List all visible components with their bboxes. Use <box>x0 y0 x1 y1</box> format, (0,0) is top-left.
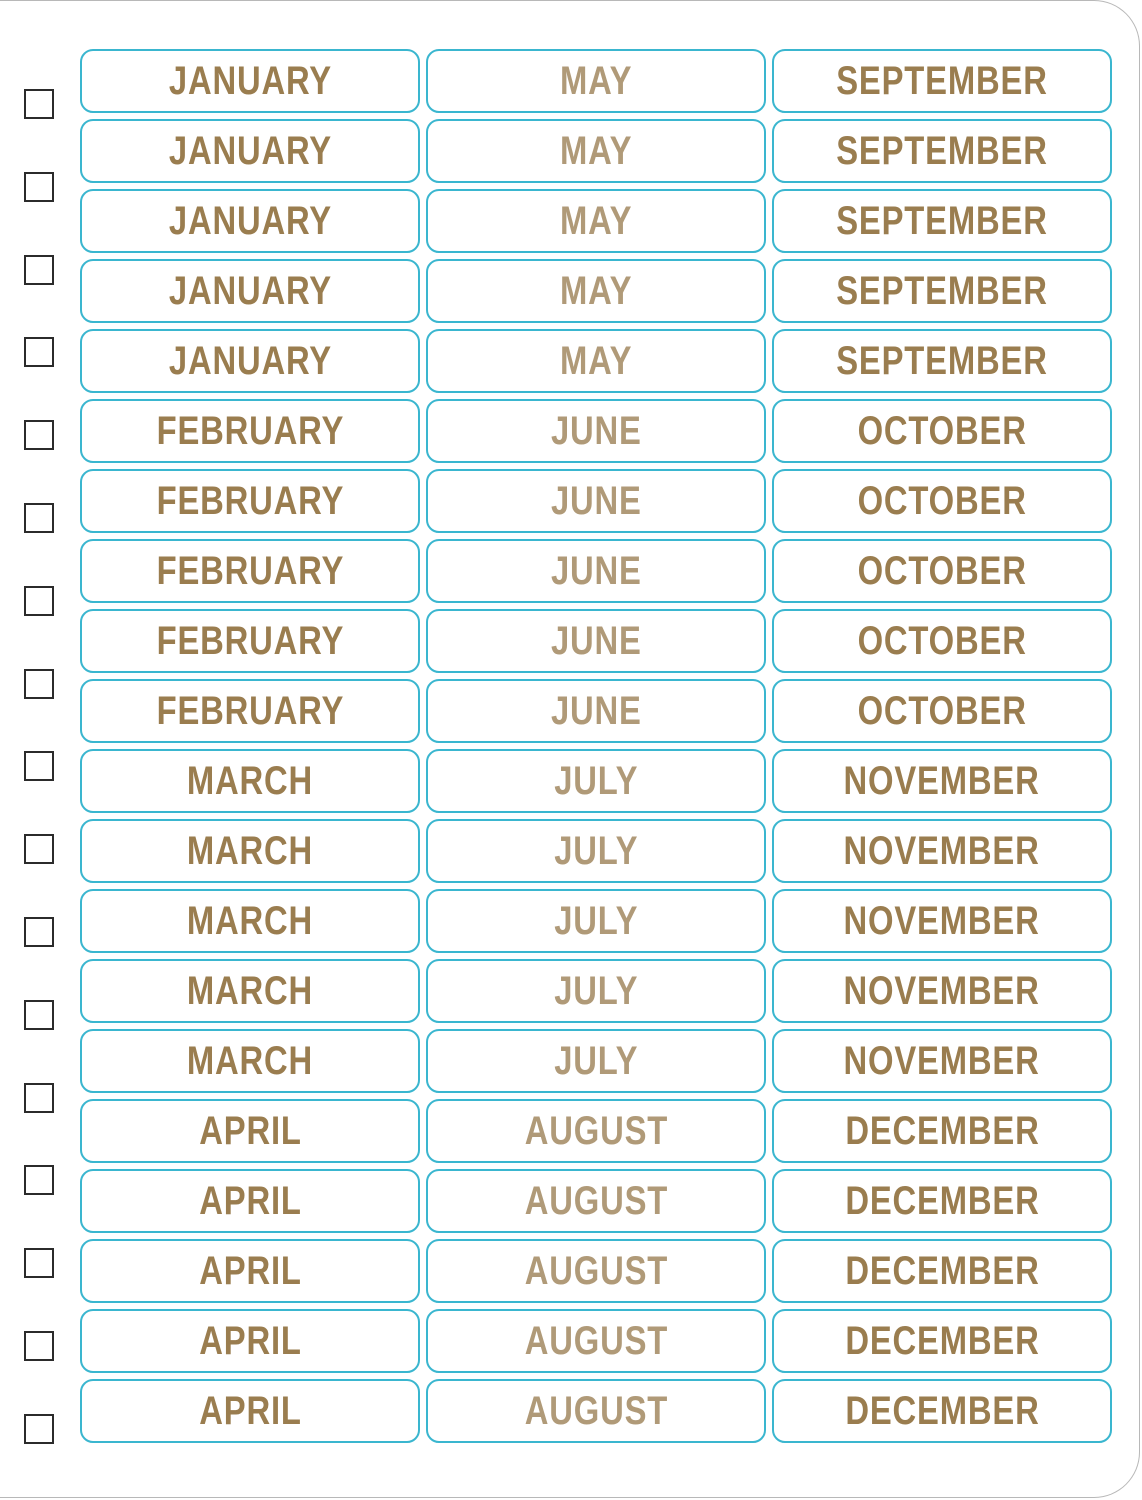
month-label[interactable] <box>80 679 420 743</box>
month-label-text: OCTOBER <box>857 479 1027 523</box>
month-label[interactable] <box>80 119 420 183</box>
checkbox[interactable] <box>24 255 54 285</box>
month-label[interactable] <box>80 329 420 393</box>
month-label-text: MAY <box>559 129 633 173</box>
month-label-text: APRIL <box>198 1249 302 1293</box>
checkbox[interactable] <box>24 1165 54 1195</box>
month-label-text: AUGUST <box>524 1389 668 1433</box>
month-label-text: DECEMBER <box>844 1319 1040 1363</box>
month-label[interactable] <box>772 1379 1112 1443</box>
month-label[interactable] <box>426 49 766 113</box>
month-label[interactable] <box>80 749 420 813</box>
month-label-text: FEBRUARY <box>156 549 344 593</box>
month-label[interactable] <box>772 609 1112 673</box>
month-label-text: OCTOBER <box>857 409 1027 453</box>
month-label-text: FEBRUARY <box>156 409 344 453</box>
month-label-text: FEBRUARY <box>156 479 344 523</box>
month-label[interactable] <box>426 259 766 323</box>
month-label-text: JUNE <box>550 479 642 523</box>
month-label[interactable] <box>772 1169 1112 1233</box>
month-label[interactable] <box>772 1309 1112 1373</box>
month-label[interactable] <box>426 819 766 883</box>
month-label-text: APRIL <box>198 1109 302 1153</box>
month-label-text: OCTOBER <box>857 689 1027 733</box>
month-label[interactable] <box>426 959 766 1023</box>
month-label-text: JANUARY <box>168 199 332 243</box>
month-label-text: MARCH <box>186 899 314 943</box>
month-label-text: AUGUST <box>524 1319 668 1363</box>
month-label[interactable] <box>772 679 1112 743</box>
month-label-text: FEBRUARY <box>156 619 344 663</box>
month-label-text: JANUARY <box>168 339 332 383</box>
month-label-text: MAY <box>559 199 633 243</box>
month-label-text: AUGUST <box>524 1109 668 1153</box>
month-label-text: NOVEMBER <box>843 1039 1041 1083</box>
month-label[interactable] <box>772 889 1112 953</box>
month-label-text: OCTOBER <box>857 619 1027 663</box>
month-label[interactable] <box>426 119 766 183</box>
checkbox[interactable] <box>24 1248 54 1278</box>
month-label[interactable] <box>426 749 766 813</box>
month-label-text: JANUARY <box>168 269 332 313</box>
checkbox[interactable] <box>24 834 54 864</box>
checkbox[interactable] <box>24 420 54 450</box>
month-label[interactable] <box>426 1169 766 1233</box>
month-label-text: APRIL <box>198 1319 302 1363</box>
month-label[interactable] <box>426 189 766 253</box>
month-label[interactable] <box>80 539 420 603</box>
month-label-text: NOVEMBER <box>843 969 1041 1013</box>
month-label-text: AUGUST <box>524 1249 668 1293</box>
month-label[interactable] <box>80 189 420 253</box>
month-label-text: JULY <box>553 1039 639 1083</box>
month-label[interactable] <box>80 959 420 1023</box>
month-label-text: SEPTEMBER <box>836 339 1048 383</box>
month-label-text: JULY <box>553 969 639 1013</box>
month-label-text: JANUARY <box>168 59 332 103</box>
month-label-text: FEBRUARY <box>156 689 344 733</box>
month-label[interactable] <box>80 1169 420 1233</box>
month-label-text: OCTOBER <box>857 549 1027 593</box>
month-label[interactable] <box>772 329 1112 393</box>
month-label[interactable] <box>80 889 420 953</box>
month-label[interactable] <box>772 749 1112 813</box>
month-label[interactable] <box>80 259 420 323</box>
month-label-text: MARCH <box>186 1039 314 1083</box>
month-label-text: JANUARY <box>168 129 332 173</box>
month-label[interactable] <box>80 469 420 533</box>
month-label[interactable] <box>80 1379 420 1443</box>
month-label-text: DECEMBER <box>844 1389 1040 1433</box>
month-label[interactable] <box>772 469 1112 533</box>
checkbox[interactable] <box>24 1083 54 1113</box>
month-label-text: MAY <box>559 59 633 103</box>
month-label[interactable] <box>772 119 1112 183</box>
month-label[interactable] <box>426 469 766 533</box>
month-label[interactable] <box>772 259 1112 323</box>
checkbox[interactable] <box>24 1414 54 1444</box>
month-label-text: NOVEMBER <box>843 759 1041 803</box>
month-label-text: SEPTEMBER <box>836 199 1048 243</box>
checkbox[interactable] <box>24 172 54 202</box>
checkbox[interactable] <box>24 503 54 533</box>
month-label-text: MARCH <box>186 759 314 803</box>
month-label[interactable] <box>80 49 420 113</box>
checkbox[interactable] <box>24 917 54 947</box>
month-label[interactable] <box>80 1099 420 1163</box>
month-label-text: SEPTEMBER <box>836 59 1048 103</box>
month-label[interactable] <box>426 1099 766 1163</box>
checkbox[interactable] <box>24 751 54 781</box>
month-label[interactable] <box>426 1379 766 1443</box>
month-label-text: DECEMBER <box>844 1249 1040 1293</box>
month-label[interactable] <box>80 609 420 673</box>
month-label-text: NOVEMBER <box>843 829 1041 873</box>
month-label-text: JULY <box>553 829 639 873</box>
month-label[interactable] <box>772 819 1112 883</box>
month-label-text: MARCH <box>186 829 314 873</box>
month-label[interactable] <box>772 1029 1112 1093</box>
month-label[interactable] <box>426 609 766 673</box>
month-label[interactable] <box>772 539 1112 603</box>
month-label-text: JULY <box>553 899 639 943</box>
month-label-text: JUNE <box>550 619 642 663</box>
month-label-text: DECEMBER <box>844 1109 1040 1153</box>
month-label-grid <box>80 49 1112 1443</box>
month-label[interactable] <box>772 1099 1112 1163</box>
month-label-text: DECEMBER <box>844 1179 1040 1223</box>
month-label[interactable] <box>426 329 766 393</box>
month-label-text: JUNE <box>550 409 642 453</box>
month-label[interactable] <box>772 399 1112 463</box>
month-label-text: MAY <box>559 339 633 383</box>
month-label-text: SEPTEMBER <box>836 129 1048 173</box>
month-label[interactable] <box>80 819 420 883</box>
month-label-text: MAY <box>559 269 633 313</box>
month-label[interactable] <box>772 49 1112 113</box>
month-label[interactable] <box>426 889 766 953</box>
month-label[interactable] <box>772 1239 1112 1303</box>
month-label[interactable] <box>80 399 420 463</box>
month-label[interactable] <box>426 1029 766 1093</box>
month-label[interactable] <box>426 539 766 603</box>
checkbox[interactable] <box>24 89 54 119</box>
month-label-text: JUNE <box>550 549 642 593</box>
month-label-text: APRIL <box>198 1179 302 1223</box>
month-label[interactable] <box>772 959 1112 1023</box>
month-label[interactable] <box>426 399 766 463</box>
month-label[interactable] <box>80 1239 420 1303</box>
checkbox[interactable] <box>24 1331 54 1361</box>
month-label[interactable] <box>80 1029 420 1093</box>
month-label-text: NOVEMBER <box>843 899 1041 943</box>
month-label-text: SEPTEMBER <box>836 269 1048 313</box>
checkbox[interactable] <box>24 669 54 699</box>
month-label[interactable] <box>426 1239 766 1303</box>
month-label-text: MARCH <box>186 969 314 1013</box>
month-label-text: JULY <box>553 759 639 803</box>
month-label-text: JUNE <box>550 689 642 733</box>
month-label-text: APRIL <box>198 1389 302 1433</box>
month-label[interactable] <box>426 1309 766 1373</box>
month-label[interactable] <box>772 189 1112 253</box>
checkbox[interactable] <box>24 1000 54 1030</box>
month-label[interactable] <box>80 1309 420 1373</box>
checkbox[interactable] <box>24 586 54 616</box>
month-label[interactable] <box>426 679 766 743</box>
checkbox[interactable] <box>24 337 54 367</box>
month-label-text: AUGUST <box>524 1179 668 1223</box>
